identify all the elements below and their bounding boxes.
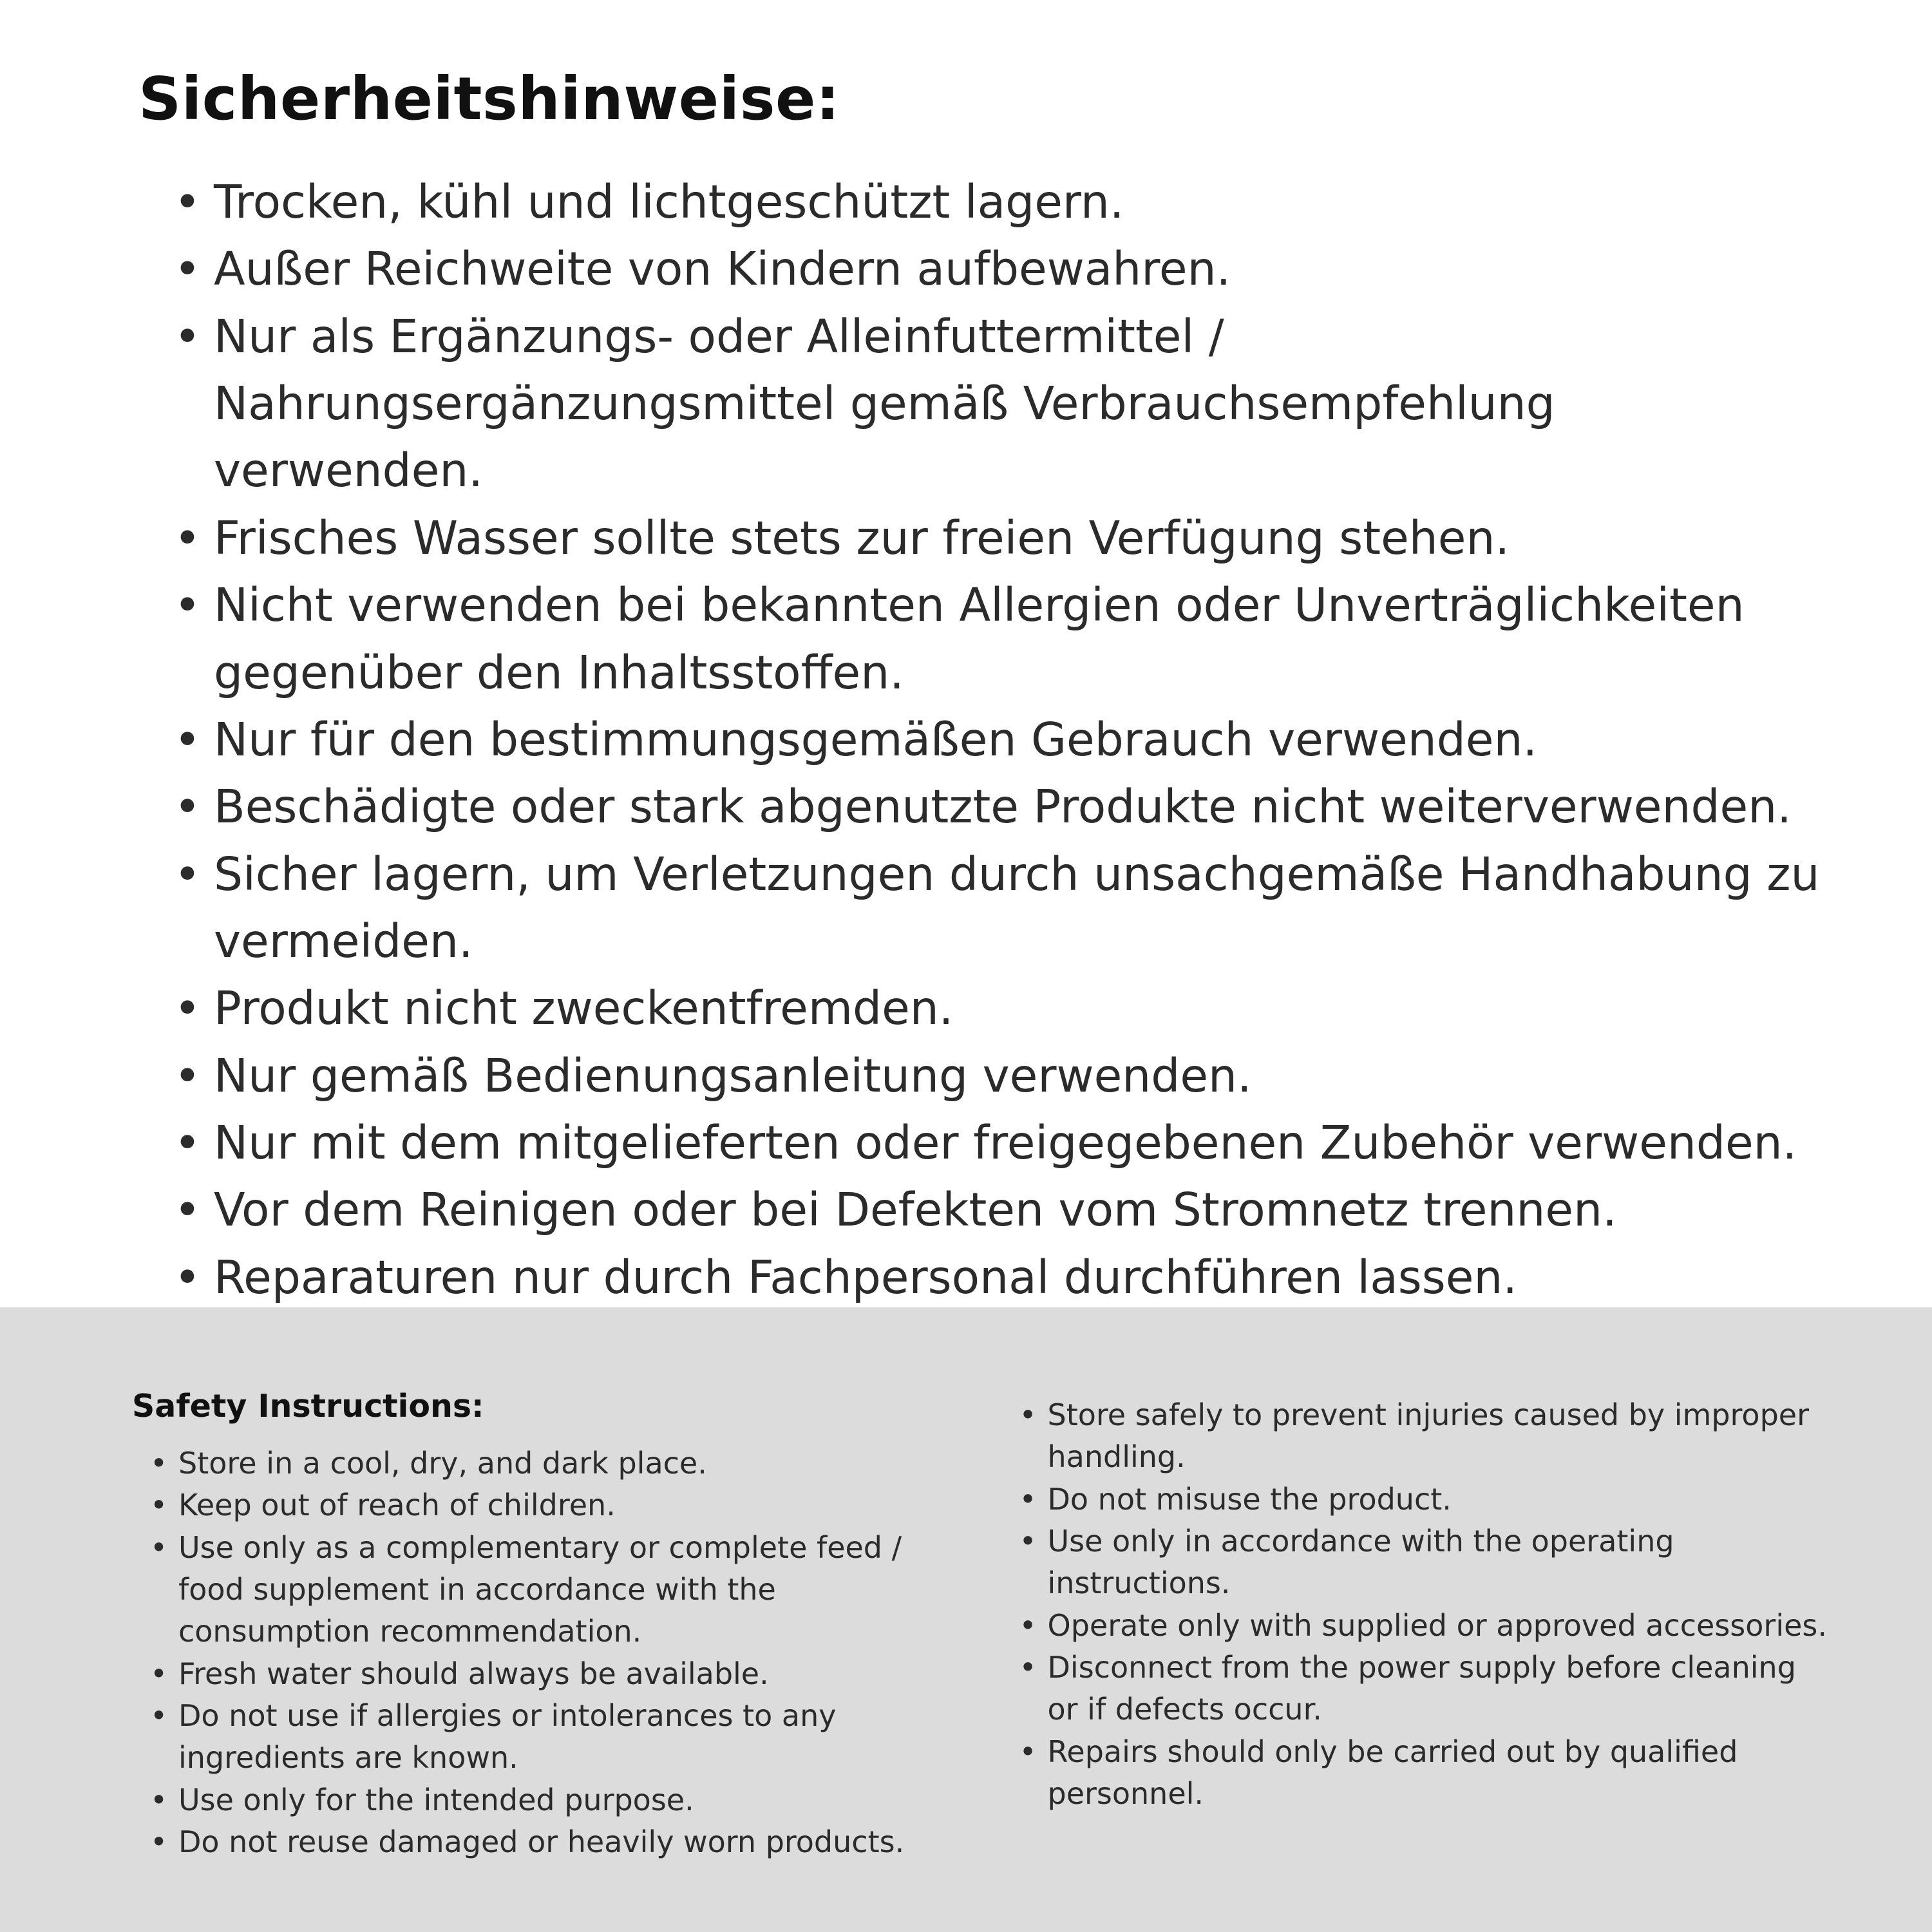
german-bullet-list — [174, 169, 1823, 1311]
german-section-title: Sicherheitshinweise: — [138, 64, 840, 133]
list-item: • Store safely to prevent injuries caused by improper handling. — [1019, 1394, 1830, 1479]
list-item: • Sicher lagern, um Verletzungen durch unsachgemäße Handhabung zu vermeiden. — [174, 841, 1823, 976]
list-item: • Do not misuse the product. — [1019, 1479, 1830, 1520]
list-item: • Nur als Ergänzungs- oder Alleinfuttermittel / Nahrungsergänzungsmittel gemäß Verbrauchsempfehlung verwenden. — [174, 303, 1823, 505]
list-item: • Produkt nicht zweckentfremden. — [174, 975, 1823, 1042]
list-item: • Nur mit dem mitgelieferten oder freigegebenen Zubehör verwenden. — [174, 1110, 1823, 1177]
list-item: • Nur gemäß Bedienungsanleitung verwenden. — [174, 1043, 1823, 1110]
list-item: • Nicht verwenden bei bekannten Allergien oder Unverträglichkeiten gegenüber den Inhaltsstoffen. — [174, 572, 1823, 706]
list-item: • Store in a cool, dry, and dark place. — [150, 1443, 942, 1484]
list-item: • Operate only with supplied or approved accessories. — [1019, 1605, 1830, 1647]
english-left-column — [132, 1388, 942, 1932]
list-item: • Fresh water should always be available. — [150, 1653, 942, 1695]
list-item: • Nur für den bestimmungsgemäßen Gebrauch verwenden. — [174, 706, 1823, 773]
list-item: • Disconnect from the power supply before cleaning or if defects occur. — [1019, 1647, 1830, 1731]
list-item: • Trocken, kühl und lichtgeschützt lagern. — [174, 169, 1823, 236]
list-item: • Außer Reichweite von Kindern aufbewahren. — [174, 236, 1823, 303]
list-item: • Do not reuse damaged or heavily worn products. — [150, 1821, 942, 1863]
list-item: • Do not use if allergies or intolerances to any ingredients are known. — [150, 1695, 942, 1779]
list-item: • Reparaturen nur durch Fachpersonal durchführen lassen. — [174, 1244, 1823, 1311]
english-bullet-list-right — [1019, 1394, 1830, 1815]
list-item: • Use only for the intended purpose. — [150, 1779, 942, 1821]
list-item: • Keep out of reach of children. — [150, 1484, 942, 1526]
list-item: • Beschädigte oder stark abgenutzte Produkte nicht weiterverwenden. — [174, 773, 1823, 840]
english-right-column — [1019, 1388, 1830, 1932]
list-item: • Use only in accordance with the operating instructions. — [1019, 1520, 1830, 1605]
english-section-title: Safety Instructions: — [132, 1388, 484, 1425]
list-item: • Frisches Wasser sollte stets zur freien Verfügung stehen. — [174, 505, 1823, 572]
english-bullet-list-left — [150, 1443, 942, 1863]
list-item: • Use only as a complementary or complete feed / food supplement in accordance with the consumption recommendation. — [150, 1527, 942, 1653]
list-item: • Vor dem Reinigen oder bei Defekten vom Stromnetz trennen. — [174, 1177, 1823, 1244]
list-item: • Repairs should only be carried out by qualified personnel. — [1019, 1731, 1830, 1815]
english-section — [0, 1307, 1932, 1932]
